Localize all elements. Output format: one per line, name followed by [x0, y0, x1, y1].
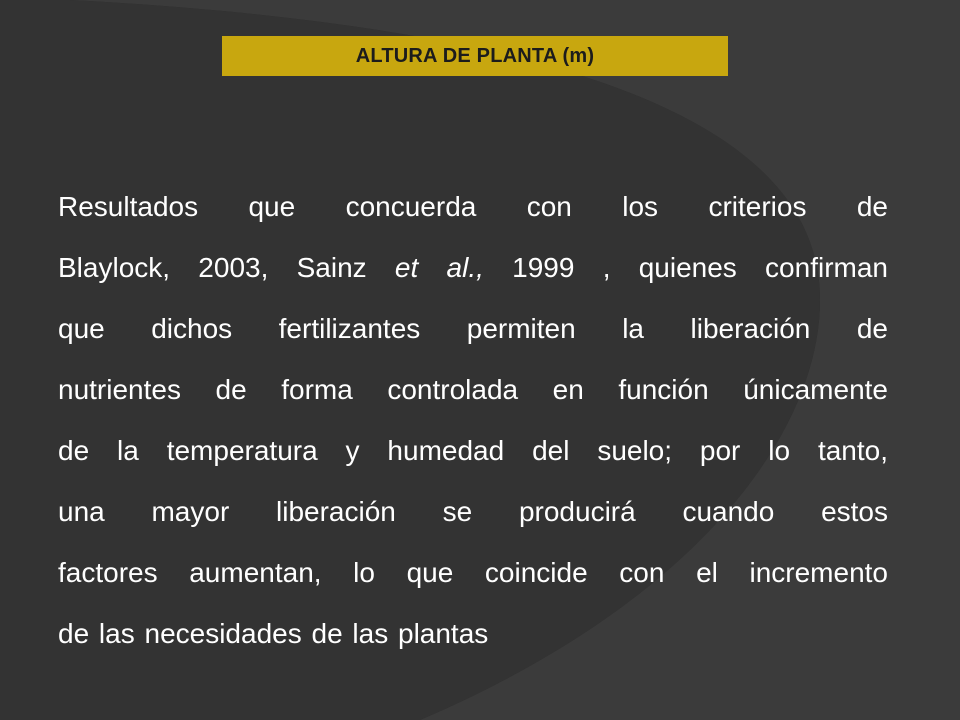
paragraph-line-4: nutrientes de forma controlada en función únicamente [58, 374, 888, 405]
paragraph-line-3: que dichos fertilizantes permiten la liberación de [58, 313, 888, 344]
body-paragraph [58, 176, 888, 664]
citation-italic: et al., [394, 252, 484, 283]
paragraph-line-2-end: 1999 , quienes confirman [483, 252, 888, 283]
title-banner [222, 36, 728, 76]
paragraph-line-1: Resultados que concuerda con los criterios de [58, 191, 888, 222]
paragraph-line-2-start: Blaylock, 2003, Sainz [58, 252, 395, 283]
paragraph-line-2 [58, 237, 888, 298]
paragraph-line-7: factores aumentan, lo que coincide con el incremento [58, 557, 888, 588]
slide-title: ALTURA DE PLANTA (m) [355, 44, 595, 67]
paragraph-line-6: una mayor liberación se producirá cuando estos [58, 496, 888, 527]
paragraph-line-5: de la temperatura y humedad del suelo; por lo tanto, [58, 435, 888, 466]
paragraph-line-8: de las necesidades de las plantas [58, 618, 489, 649]
